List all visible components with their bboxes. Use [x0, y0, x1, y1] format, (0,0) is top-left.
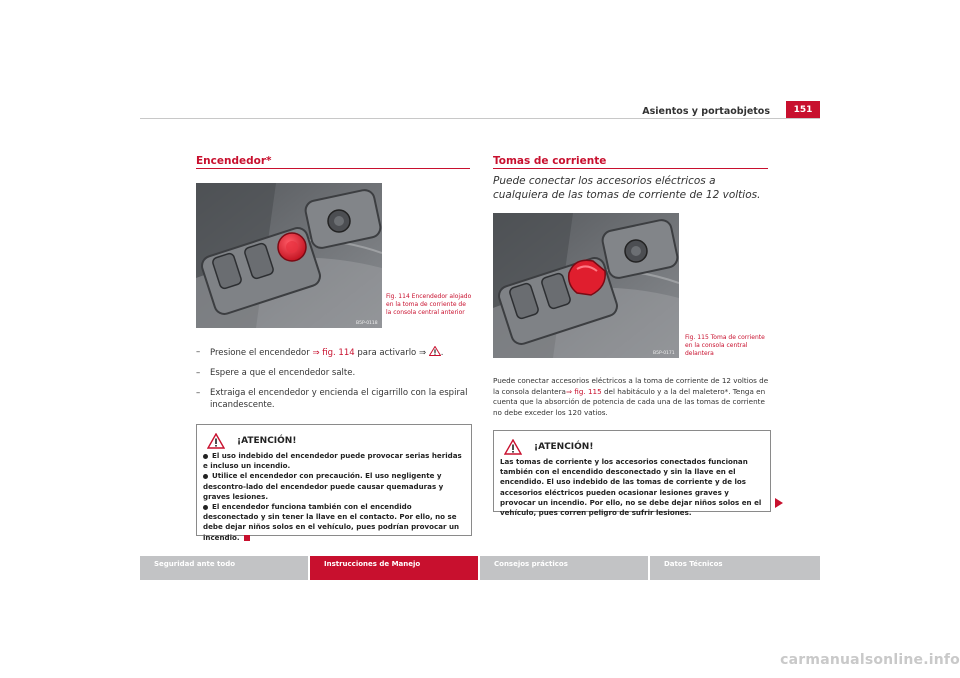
section-title-tomas: Tomas de corriente	[493, 155, 607, 167]
footer-tab-seguridad[interactable]: Seguridad ante todo	[140, 556, 308, 580]
warning-box-sockets	[493, 430, 771, 518]
console-socket-illustration	[493, 213, 679, 358]
step-3: – Extraiga el encendedor y encienda el cigarrillo con la espiral incandescente.	[196, 388, 468, 410]
warning-box-lighter	[196, 424, 472, 542]
footer-tab-datos[interactable]: Datos Técnicos	[650, 556, 820, 580]
red-end-square-icon	[244, 535, 250, 541]
socket-paragraph: Puede conectar accesorios eléctricos a la toma de corriente de 12 voltios de la consola delantera⇒ fig. 115 del habitáculo y a la del maletero*. Tenga en cuenta que la absorción de potencia de cada una de las tomas de corriente no debe exceder los 120 vatios.	[493, 376, 769, 417]
warning-text: Las tomas de corriente y los accesorios conectados funcionan también con el encendido desconectado y sin la llave en el encendido. El uso indebido de las tomas de corriente y de los accesorios eléctricos pueden ocasionar lesiones graves y provocar un incendio. Por ello, no se debe dejar niños solos en el vehículo, pues corren peligro de sufrir lesiones.	[500, 457, 762, 518]
figure-114-caption: Fig. 114 Encendedor alojado en la toma de corriente de la consola central anterior	[386, 293, 472, 316]
figure-115-socket-photo	[493, 213, 679, 358]
watermark: carmanualsonline.info	[780, 652, 960, 668]
header-rule	[140, 118, 820, 119]
figure-code: B5P-0171	[653, 351, 675, 356]
continue-arrow-icon	[774, 497, 784, 509]
figure-code: B5P-0118	[356, 321, 378, 326]
warning-item: Utilice el encendedor con precaución. El uso negligente y descontro-lado del encendedor puede causar quemaduras y graves lesiones.	[203, 471, 444, 501]
section-rule	[493, 168, 768, 169]
section-intro: Puede conectar los accesorios eléctricos a cualquiera de las tomas de corriente de 12 voltios.	[493, 175, 761, 201]
warning-triangle-icon	[207, 433, 225, 449]
console-lighter-illustration	[196, 183, 382, 328]
step-2: – Espere a que el encendedor salte.	[196, 368, 356, 378]
figure-114-lighter-photo	[196, 183, 382, 328]
page-number: 151	[786, 101, 820, 119]
footer-tab-instrucciones[interactable]: Instrucciones de Manejo	[310, 556, 478, 580]
instruction-steps	[196, 346, 468, 419]
step-1: – Presione el encendedor ⇒ fig. 114 para activarlo ⇒ .	[196, 347, 444, 358]
figure-115-caption: Fig. 115 Toma de corriente en la consola central delantera	[685, 334, 765, 357]
footer-tab-consejos[interactable]: Consejos prácticos	[480, 556, 648, 580]
warning-title: ¡ATENCIÓN!	[534, 442, 594, 452]
warning-triangle-icon	[429, 346, 441, 356]
fig-115-link[interactable]: fig. 115	[574, 386, 602, 396]
running-header-title: Asientos y portaobjetos	[642, 106, 770, 117]
warning-triangle-icon	[504, 439, 522, 455]
warning-item: El encendedor funciona también con el encendido desconectado y sin tener la llave en el contacto. Por ello, no se debe dejar niños solos en el vehículo, pues podrían provocar un incendio.	[203, 502, 460, 542]
fig-114-link[interactable]: fig. 114	[322, 348, 355, 358]
section-title-encendedor: Encendedor*	[196, 155, 272, 167]
warning-item: El uso indebido del encendedor puede provocar serias heridas e incluso un incendio.	[203, 451, 462, 471]
section-rule	[196, 168, 470, 169]
warning-title: ¡ATENCIÓN!	[237, 436, 297, 446]
